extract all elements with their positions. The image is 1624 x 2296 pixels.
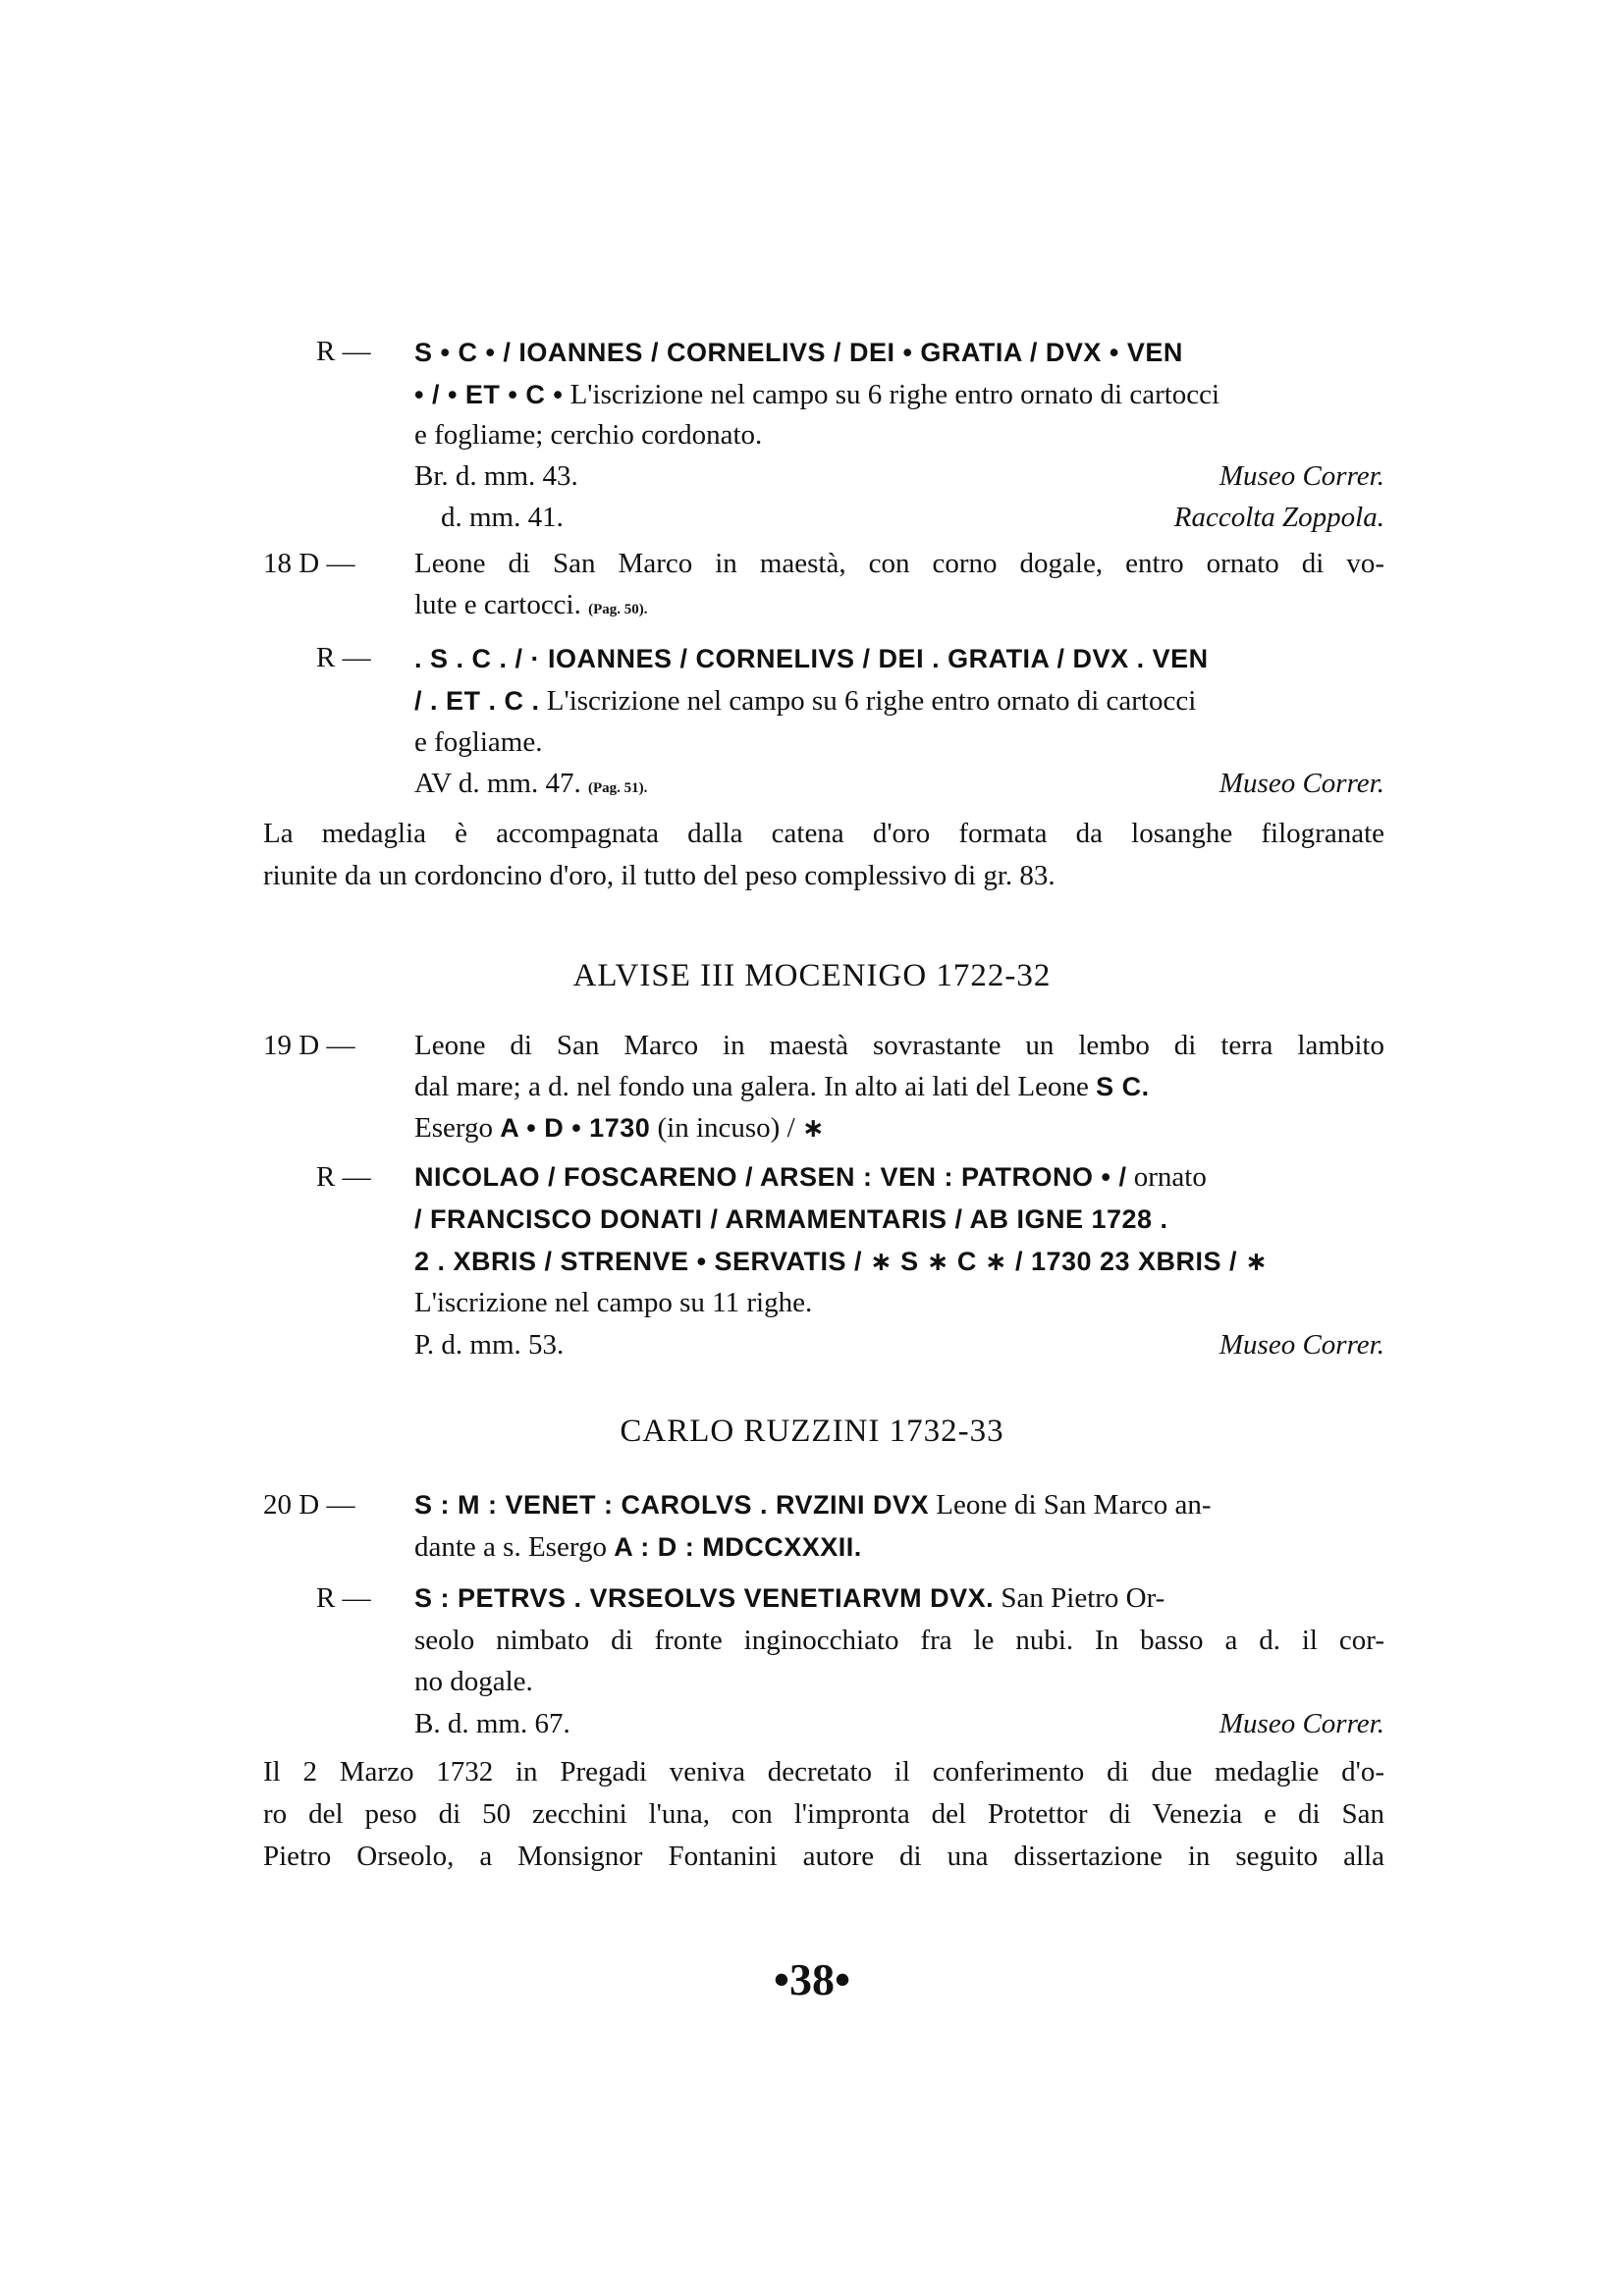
entry-19-reverse-line-1 <box>414 1159 1207 1195</box>
entry-20-collection: Museo Correr. <box>1218 1708 1384 1739</box>
entry-20-obverse-legend: S : M : VENET : CAROLVS . RVZINI DVX <box>414 1490 930 1520</box>
entry-19-reverse-marker: R — <box>316 1161 371 1193</box>
entry-19-obverse-marker: 19 D — <box>263 1030 355 1061</box>
entry-19-reverse-line-3: 2 . XBRIS / STRENVE • SERVATIS / ∗ S ∗ C ∗ / 1730 23 XBRIS / ∗ <box>414 1247 1269 1276</box>
entry-19-spec: P. d. mm. 53. <box>414 1329 565 1361</box>
entry-20-obverse-exergue-label: dante a s. Esergo <box>414 1531 607 1563</box>
entry-20-obverse-marker: 20 D — <box>263 1489 355 1521</box>
entry-20-reverse-line-1 <box>414 1580 1164 1616</box>
entry-19-star: ∗ <box>801 1113 826 1143</box>
entry-19-obverse-letters: S C. <box>1096 1072 1150 1101</box>
entry-17-reverse-line-3: e fogliame; cerchio cordonato. <box>414 419 763 451</box>
entry-20-reverse-line-3: no dogale. <box>414 1666 533 1697</box>
entry-17-reverse-marker: R — <box>316 336 371 367</box>
entry-17-spec-1: Br. d. mm. 43. <box>414 460 578 492</box>
entry-17-collection-1: Museo Correr. <box>1218 460 1384 492</box>
entry-18-reverse-legend: . S . C . / · IOANNES / CORNELIVS / DEI . GRATIA / DVX . VEN <box>414 644 1209 673</box>
entry-20-obverse-text: Leone di San Marco an- <box>936 1489 1212 1521</box>
entry-17-reverse-line-2 <box>414 377 1219 412</box>
entry-18-reverse-description: L'iscrizione nel campo su 6 righe entro ornato di cartocci <box>546 685 1197 717</box>
entry-19-obverse-line-1: Leone di San Marco in maestà sovrastante un lembo di terra lambito <box>414 1030 1384 1061</box>
note-2-line-2: ro del peso di 50 zecchini l'una, con l'impronta del Protettor di Venezia e di San <box>263 1798 1384 1830</box>
entry-18-obverse-text: lute e cartocci. <box>414 589 581 620</box>
entry-19-reverse-line-2: / FRANCISCO DONATI / ARMAMENTARIS / AB IGNE 1728 . <box>414 1204 1168 1234</box>
entry-20-obverse-line-2 <box>414 1529 862 1565</box>
note-1-line-1: La medaglia è accompagnata dalla catena d'oro formata da losanghe filogranate <box>263 818 1384 849</box>
entry-20-reverse-line-2: seolo nimbato di fronte inginocchiato fra le nubi. In basso a d. il cor- <box>414 1625 1384 1656</box>
section-heading-ruzzini: CARLO RUZZINI 1732-33 <box>620 1414 1004 1449</box>
entry-17-spec-2: d. mm. 41. <box>441 502 564 533</box>
entry-18-reverse-line-2 <box>414 683 1196 719</box>
entry-17-collection-2: Raccolta Zoppola. <box>1173 502 1384 533</box>
entry-17-reverse-legend: S • C • / IOANNES / CORNELIVS / DEI • GRATIA / DVX • VEN <box>414 338 1183 367</box>
note-2-line-1: Il 2 Marzo 1732 in Pregadi veniva decretato il conferimento di due medaglie d'o- <box>263 1756 1384 1788</box>
entry-18-reverse-legend-end: / . ET . C . <box>414 686 540 716</box>
entry-20-reverse-marker: R — <box>316 1582 371 1614</box>
entry-19-exergue-label: Esergo <box>414 1112 494 1144</box>
entry-18-obverse-line-1: Leone di San Marco in maestà, con corno dogale, entro ornato di vo- <box>414 548 1384 579</box>
entry-20-reverse-text: San Pietro Or- <box>1001 1582 1165 1614</box>
entry-19-reverse-line-4: L'iscrizione nel campo su 11 righe. <box>414 1287 813 1318</box>
entry-19-obverse-line-3 <box>414 1110 825 1146</box>
entry-20-spec: B. d. mm. 67. <box>414 1708 570 1739</box>
note-2-line-3: Pietro Orseolo, a Monsignor Fontanini autore di una dissertazione in seguito alla <box>263 1841 1384 1872</box>
entry-20-obverse-line-1 <box>414 1487 1212 1522</box>
entry-19-reverse-ornato: ornato <box>1133 1161 1207 1193</box>
entry-18-obverse-marker: 18 D — <box>263 548 355 579</box>
entry-18-collection: Museo Correr. <box>1218 768 1384 799</box>
entry-18-reverse-marker: R — <box>316 642 371 673</box>
entry-19-collection: Museo Correr. <box>1218 1329 1384 1361</box>
entry-19-obverse-line-2 <box>414 1069 1150 1104</box>
entry-18-spec-text: AV d. mm. 47. <box>414 768 581 799</box>
entry-20-obverse-exergue: A : D : MDCCXXXII. <box>614 1532 862 1562</box>
entry-17-reverse-description: L'iscrizione nel campo su 6 righe entro ornato di cartocci <box>569 379 1220 410</box>
note-1-line-2: riunite da un cordoncino d'oro, il tutto del peso complessivo di gr. 83. <box>263 860 1056 891</box>
entry-19-exergue-legend: A • D • 1730 <box>500 1113 651 1143</box>
entry-18-spec <box>414 766 647 806</box>
entry-18-spec-page-ref: (Pag. 51). <box>588 780 648 796</box>
entry-19-reverse-legend: NICOLAO / FOSCARENO / ARSEN : VEN : PATRONO • / <box>414 1162 1127 1192</box>
entry-20-reverse-legend: S : PETRVS . VRSEOLVS VENETIARVM DVX. <box>414 1583 995 1613</box>
entry-18-page-ref: (Pag. 50). <box>588 602 648 617</box>
entry-18-obverse-line-2 <box>414 587 648 627</box>
entry-17-reverse-legend-end: • / • ET • C • <box>414 380 564 409</box>
entry-19-obverse-text: dal mare; a d. nel fondo una galera. In alto ai lati del Leone <box>414 1071 1089 1102</box>
page-number: •38• <box>773 1954 851 2004</box>
entry-18-reverse-line-3: e fogliame. <box>414 726 543 758</box>
entry-19-exergue-note: (in incuso) / <box>657 1112 795 1144</box>
section-heading-mocenigo: ALVISE III MOCENIGO 1722-32 <box>572 958 1052 993</box>
